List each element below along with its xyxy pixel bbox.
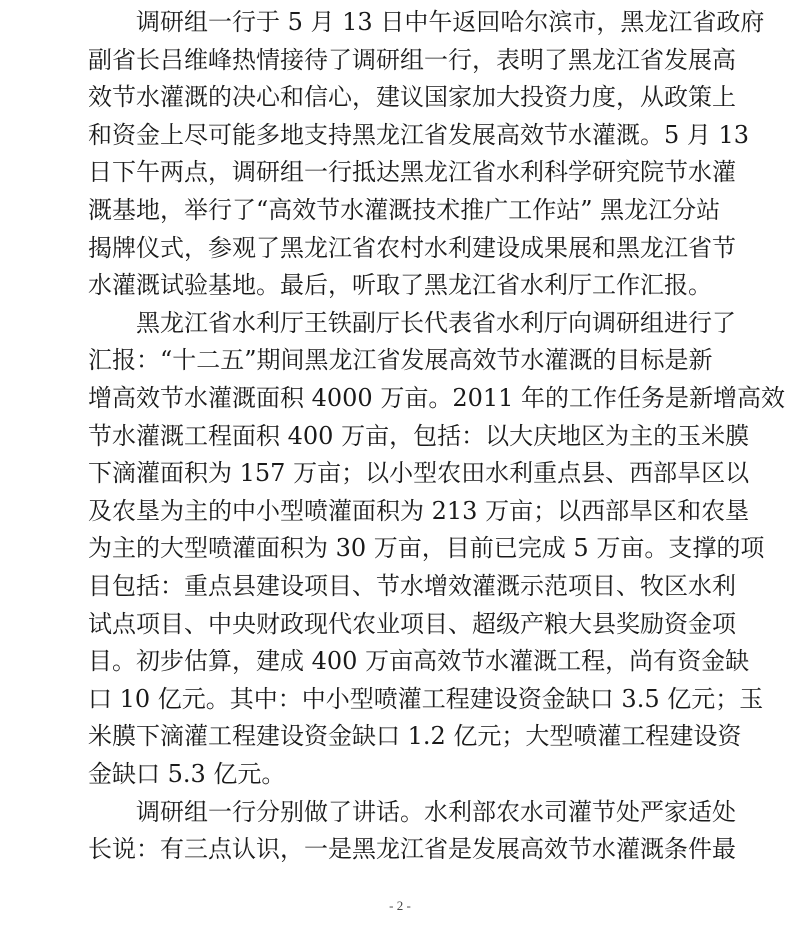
text-line: 下滴灌面积为 157 万亩；以小型农田水利重点县、西部旱区以: [88, 459, 750, 488]
text-line: 汇报：“十二五”期间黑龙江省发展高效节水灌溉的目标是新: [88, 346, 713, 375]
text-line: 长说：有三点认识，一是黑龙江省是发展高效节水灌溉条件最: [88, 835, 736, 864]
text-line: 试点项目、中央财政现代农业项目、超级产粮大县奖励资金项: [88, 609, 736, 638]
text-line: 调研组一行分别做了讲话。水利部农水司灌节处严家适处: [136, 797, 736, 826]
text-line: 口 10 亿元。其中：中小型喷灌工程建设资金缺口 3.5 亿元；玉: [88, 684, 764, 713]
text-line: 及农垦为主的中小型喷灌面积为 213 万亩；以西部旱区和农垦: [88, 496, 750, 525]
text-line: 节水灌溉工程面积 400 万亩，包括：以大庆地区为主的玉米膜: [88, 421, 750, 450]
text-line: 日下午两点，调研组一行抵达黑龙江省水利科学研究院节水灌: [88, 158, 736, 187]
text-line: 目包括：重点县建设项目、节水增效灌溉示范项目、牧区水利: [88, 572, 736, 600]
text-line: 为主的大型喷灌面积为 30 万亩，目前已完成 5 万亩。支撑的项: [88, 534, 765, 563]
text-line: 米膜下滴灌工程建设资金缺口 1.2 亿元；大型喷灌工程建设资: [88, 722, 742, 751]
text-line: 增高效节水灌溉面积 4000 万亩。2011 年的工作任务是新增高效: [88, 384, 786, 412]
text-line: 溉基地，举行了“高效节水灌溉技术推广工作站” 黑龙江分站: [88, 196, 721, 224]
text-line: 调研组一行于 5 月 13 日中午返回哈尔滨市，黑龙江省政府: [136, 8, 765, 36]
text-line: 金缺口 5.3 亿元。: [88, 760, 286, 788]
text-line: 和资金上尽可能多地支持黑龙江省发展高效节水灌溉。5 月 13: [88, 120, 750, 149]
document-page: [88, 0, 786, 925]
text-line: 水灌溉试验基地。最后，听取了黑龙江省水利厅工作汇报。: [88, 271, 712, 300]
text-line: 副省长吕维峰热情接待了调研组一行，表明了黑龙江省发展高: [88, 45, 736, 74]
text-line: 揭牌仪式，参观了黑龙江省农村水利建设成果展和黑龙江省节: [88, 233, 736, 262]
text-line: 目。初步估算，建成 400 万亩高效节水灌溉工程，尚有资金缺: [88, 647, 750, 676]
text-line: 黑龙江省水利厅王铁副厅长代表省水利厅向调研组进行了: [136, 308, 736, 337]
text-line: 效节水灌溉的决心和信心，建议国家加大投资力度，从政策上: [88, 83, 736, 112]
page-number: - 2 -: [389, 898, 411, 913]
